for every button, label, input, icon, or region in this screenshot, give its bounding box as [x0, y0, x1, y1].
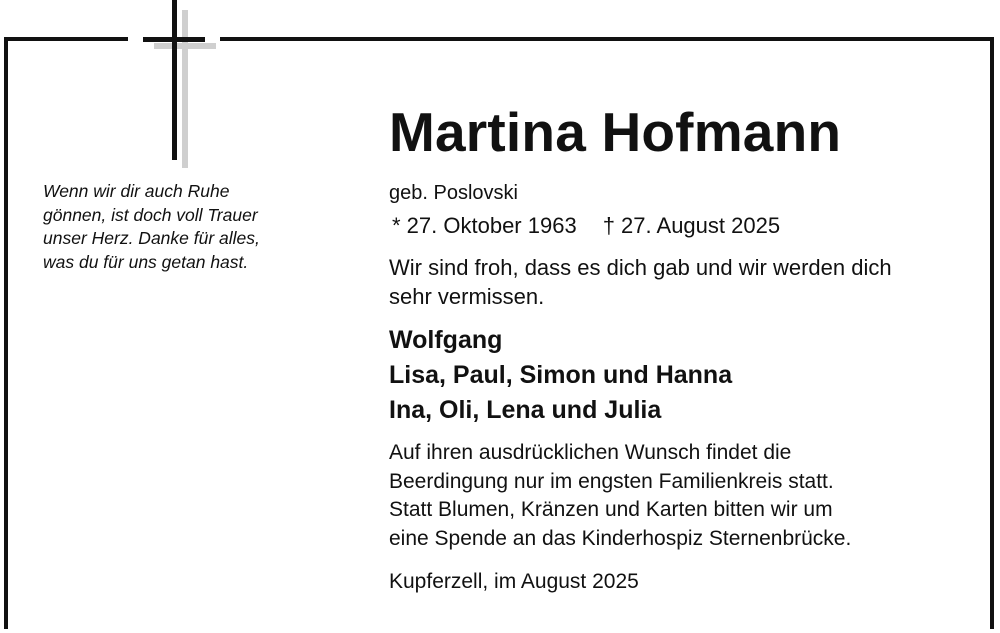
message-line: sehr vermissen.	[389, 283, 545, 309]
quote-line: unser Herz. Danke für alles,	[43, 228, 260, 248]
quote-line: was du für uns getan hast.	[43, 251, 249, 272]
death-date: † 27. August 2025	[602, 213, 781, 238]
mourner-line: Wolfgang	[389, 326, 503, 354]
message-line: Wir sind froh, dass es dich gab und wir werden dich	[389, 255, 892, 280]
quote-line: gönnen, ist doch voll Trauer	[43, 204, 258, 225]
funeral-notice	[389, 439, 989, 553]
mourners-list	[389, 323, 732, 428]
birth-date: * 27. Oktober 1963	[392, 213, 577, 238]
farewell-message	[389, 254, 979, 311]
quote	[43, 180, 333, 274]
deceased-name: Martina Hofmann	[389, 101, 842, 163]
mourner-line: Ina, Oli, Lena und Julia	[389, 396, 662, 424]
quote-line: Wenn wir dir auch Ruhe	[43, 181, 230, 201]
maiden-name: geb. Poslovski	[389, 182, 518, 204]
notice-line: Beerdingung nur im engsten Familienkreis statt.	[389, 469, 834, 493]
notice-line: Statt Blumen, Kränzen und Karten bitten wir um	[389, 498, 833, 521]
mourner-line: Lisa, Paul, Simon und Hanna	[389, 361, 733, 389]
place-and-date: Kupferzell, im August 2025	[389, 570, 639, 593]
cross-icon	[140, 0, 230, 175]
notice-line: eine Spende an das Kinderhospiz Sternenbrücke.	[389, 526, 852, 550]
life-dates	[392, 213, 780, 239]
notice-line: Auf ihren ausdrücklichen Wunsch findet die	[389, 441, 792, 464]
